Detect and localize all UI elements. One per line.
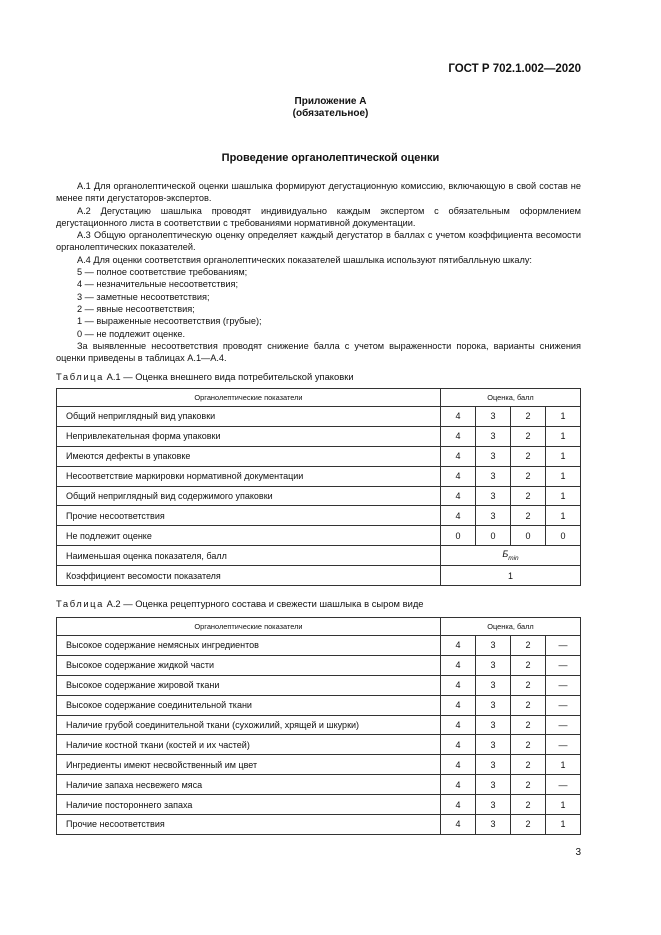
- table2-caption-text: А.2 — Оценка рецептурного состава и свежести шашлыка в сыром виде: [106, 598, 424, 609]
- table2-header-row: [57, 618, 581, 636]
- row-name: Несоответствие маркировки нормативной документации: [57, 466, 441, 486]
- table1-col-name: Органолептические показатели: [57, 389, 441, 407]
- appendix-title: Приложение А: [294, 96, 367, 107]
- min-score-value: [441, 546, 581, 566]
- score-cell: 4: [441, 695, 476, 715]
- score-cell: 3: [476, 755, 511, 775]
- min-score-label: Наименьшая оценка показателя, балл: [57, 546, 441, 566]
- row-name: Наличие грубой соединительной ткани (сухожилий, хрящей и шкурки): [57, 715, 441, 735]
- appendix-subtitle: (обязательное): [292, 108, 369, 119]
- row-name: Ингредиенты имеют несвойственный им цвет: [57, 755, 441, 775]
- row-name: Наличие запаха несвежего мяса: [57, 775, 441, 795]
- table1-caption-label: Таблица: [56, 371, 104, 382]
- score-cell: 3: [476, 695, 511, 715]
- score-cell: —: [546, 655, 581, 675]
- score-cell: 2: [511, 715, 546, 735]
- score-cell: 4: [441, 775, 476, 795]
- score-cell: 4: [441, 486, 476, 506]
- score-cell: 1: [546, 755, 581, 775]
- row-name: Наличие постороннего запаха: [57, 795, 441, 815]
- score-cell: 4: [441, 466, 476, 486]
- paragraph-a1: А.1 Для органолептической оценки шашлыка формируют дегустационную комиссию, включающую в свой состав не менее пяти дегустаторов-экспертов.: [56, 181, 581, 204]
- scale-item: 5 — полное соответствие требованиям;: [77, 267, 248, 278]
- table1-caption-text: А.1 — Оценка внешнего вида потребительской упаковки: [106, 371, 354, 382]
- score-cell: 2: [511, 426, 546, 446]
- score-cell: 2: [511, 735, 546, 755]
- score-cell: 3: [476, 735, 511, 755]
- score-cell: 3: [476, 466, 511, 486]
- score-cell: 1: [546, 506, 581, 526]
- table-row: [57, 815, 581, 835]
- score-cell: 3: [476, 795, 511, 815]
- page-number: 3: [575, 847, 581, 858]
- score-cell: 2: [511, 636, 546, 656]
- score-cell: 2: [511, 407, 546, 427]
- row-name: Прочие несоответствия: [57, 815, 441, 835]
- table-row: [57, 446, 581, 466]
- coef-label: Коэффициент весомости показателя: [57, 566, 441, 586]
- table1-min-row: [57, 546, 581, 566]
- score-cell: 3: [476, 655, 511, 675]
- scale-item: 2 — явные несоответствия;: [77, 303, 195, 314]
- table-row: [57, 426, 581, 446]
- score-cell: 2: [511, 775, 546, 795]
- score-cell: 4: [441, 506, 476, 526]
- table-row: [57, 675, 581, 695]
- scale-item: 3 — заметные несоответствия;: [77, 291, 210, 302]
- score-cell: 2: [511, 446, 546, 466]
- score-cell: 2: [511, 795, 546, 815]
- table-row: [57, 506, 581, 526]
- row-name: Прочие несоответствия: [57, 506, 441, 526]
- min-score-symbol: Б: [502, 549, 509, 560]
- row-name: Высокое содержание соединительной ткани: [57, 695, 441, 715]
- table-row: [57, 735, 581, 755]
- table1-header-row: [57, 389, 581, 407]
- score-cell: 3: [476, 407, 511, 427]
- score-cell: 3: [476, 426, 511, 446]
- score-cell: —: [546, 715, 581, 735]
- score-cell: 4: [441, 655, 476, 675]
- score-cell: 3: [476, 446, 511, 466]
- table1: [56, 388, 581, 586]
- table-row: [57, 526, 581, 546]
- min-score-subscript: min: [508, 555, 519, 563]
- score-cell: 4: [441, 675, 476, 695]
- score-cell: —: [546, 675, 581, 695]
- score-cell: 4: [441, 715, 476, 735]
- appendix-heading: [0, 96, 661, 120]
- table1-col-score: Оценка, балл: [441, 389, 581, 407]
- table2-col-score: Оценка, балл: [441, 618, 581, 636]
- scale-item: 0 — не подлежит оценке.: [77, 328, 186, 339]
- score-cell: 0: [511, 526, 546, 546]
- table-row: [57, 695, 581, 715]
- score-cell: —: [546, 636, 581, 656]
- score-cell: 1: [546, 795, 581, 815]
- score-cell: 3: [476, 775, 511, 795]
- score-cell: 3: [476, 715, 511, 735]
- row-name: Высокое содержание жидкой части: [57, 655, 441, 675]
- score-cell: —: [546, 775, 581, 795]
- scale-item: 4 — незначительные несоответствия;: [77, 279, 239, 290]
- row-name: Не подлежит оценке: [57, 526, 441, 546]
- table-row: [57, 775, 581, 795]
- table2-caption: [56, 598, 424, 609]
- score-cell: 1: [546, 815, 581, 835]
- document-code: ГОСТ Р 702.1.002—2020: [448, 63, 581, 75]
- table-row: [57, 655, 581, 675]
- table-row: [57, 636, 581, 656]
- score-cell: 1: [546, 426, 581, 446]
- score-cell: —: [546, 695, 581, 715]
- paragraph-a4: А.4 Для оценки соответствия органолептических показателей шашлыка используют пятибалльную шкалу:: [77, 254, 532, 265]
- score-cell: 3: [476, 486, 511, 506]
- score-cell: 3: [476, 815, 511, 835]
- score-cell: 4: [441, 755, 476, 775]
- score-cell: 0: [476, 526, 511, 546]
- score-cell: 4: [441, 735, 476, 755]
- score-cell: 4: [441, 795, 476, 815]
- row-name: Высокое содержание жировой ткани: [57, 675, 441, 695]
- score-cell: 4: [441, 636, 476, 656]
- score-cell: 1: [546, 466, 581, 486]
- body-text: [56, 180, 581, 364]
- score-cell: 1: [546, 486, 581, 506]
- row-name: Наличие костной ткани (костей и их частей): [57, 735, 441, 755]
- table2: [56, 617, 581, 835]
- score-cell: 4: [441, 815, 476, 835]
- score-cell: 2: [511, 815, 546, 835]
- score-cell: 2: [511, 466, 546, 486]
- score-cell: 2: [511, 655, 546, 675]
- score-cell: 0: [546, 526, 581, 546]
- score-cell: 0: [441, 526, 476, 546]
- table2-caption-label: Таблица: [56, 598, 104, 609]
- row-name: Имеются дефекты в упаковке: [57, 446, 441, 466]
- score-cell: 3: [476, 506, 511, 526]
- score-cell: 2: [511, 486, 546, 506]
- coef-value: 1: [441, 566, 581, 586]
- table-row: [57, 486, 581, 506]
- score-cell: 4: [441, 407, 476, 427]
- score-cell: 4: [441, 446, 476, 466]
- scale-item: 1 — выраженные несоответствия (грубые);: [77, 316, 262, 327]
- paragraph-a2: А.2 Дегустацию шашлыка проводят индивидуально каждым экспертом с обязательным оформлением дегустационного листа в соответствии с требованиями нормативной документации.: [56, 205, 581, 228]
- row-name: Общий неприглядный вид упаковки: [57, 407, 441, 427]
- score-cell: 3: [476, 675, 511, 695]
- row-name: Непривлекательная форма упаковки: [57, 426, 441, 446]
- closing-paragraph: За выявленные несоответствия проводят снижение балла с учетом выраженности порока, варианты снижения оценки приведены в таблицах А.1—А.4.: [56, 340, 581, 364]
- table1-caption: [56, 371, 354, 382]
- score-cell: 1: [546, 446, 581, 466]
- table-row: [57, 715, 581, 735]
- score-cell: 2: [511, 675, 546, 695]
- row-name: Общий неприглядный вид содержимого упаковки: [57, 486, 441, 506]
- table-row: [57, 407, 581, 427]
- table2-col-name: Органолептические показатели: [57, 618, 441, 636]
- score-cell: 2: [511, 755, 546, 775]
- table-row: [57, 755, 581, 775]
- table1-coef-row: [57, 566, 581, 586]
- score-cell: 2: [511, 695, 546, 715]
- score-cell: 1: [546, 407, 581, 427]
- table-row: [57, 466, 581, 486]
- score-cell: —: [546, 735, 581, 755]
- score-cell: 2: [511, 506, 546, 526]
- section-title: Проведение органолептической оценки: [221, 152, 440, 164]
- paragraph-a3: А.3 Общую органолептическую оценку определяет каждый дегустатор в баллах с учетом коэффициента весомости органолептических показателей.: [56, 230, 581, 253]
- table-row: [57, 795, 581, 815]
- row-name: Высокое содержание немясных ингредиентов: [57, 636, 441, 656]
- score-cell: 4: [441, 426, 476, 446]
- score-cell: 3: [476, 636, 511, 656]
